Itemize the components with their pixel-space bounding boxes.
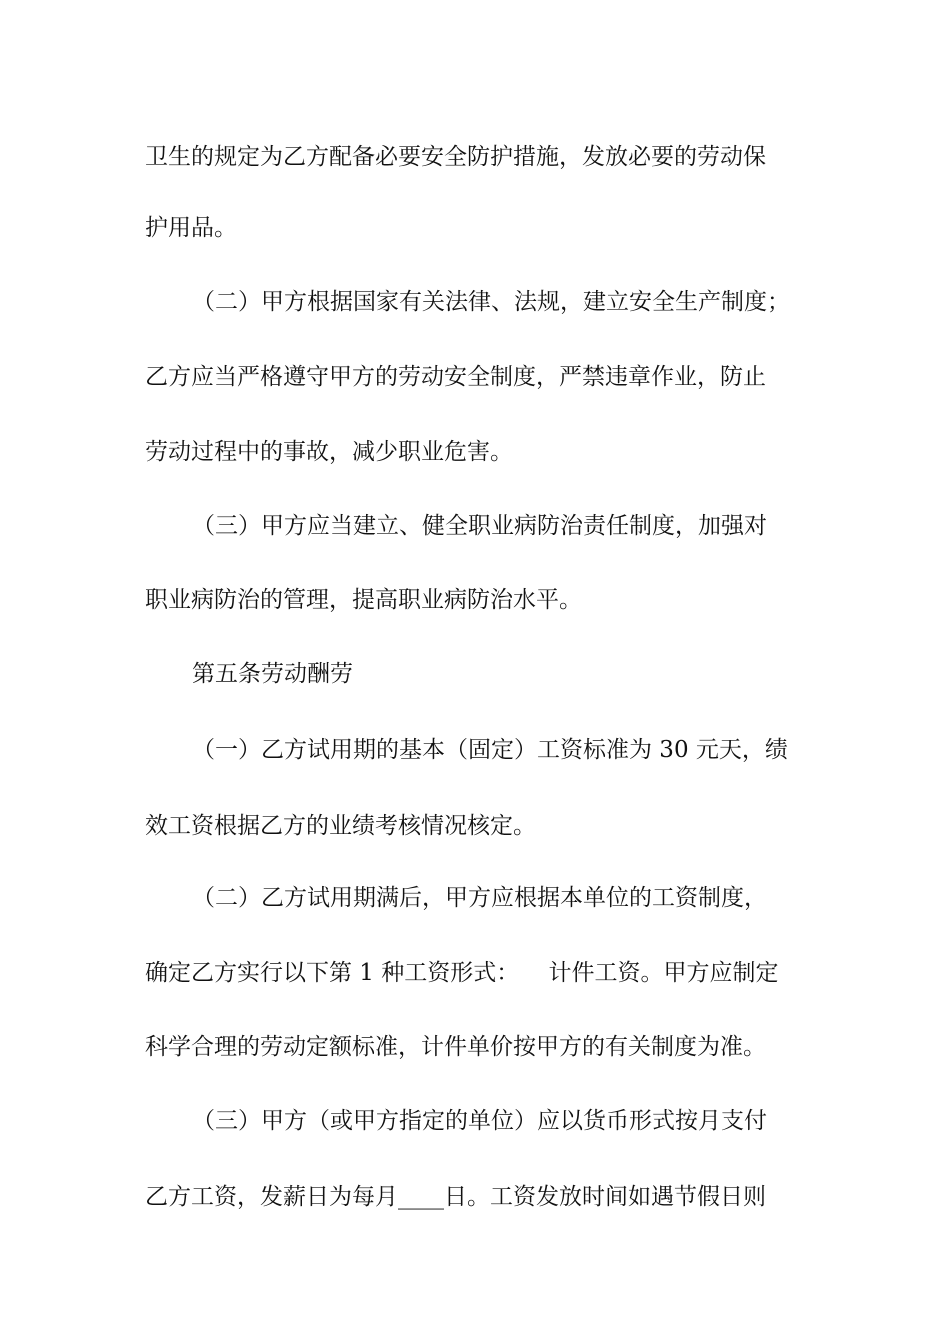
text-line-15: 乙方工资，发薪日为每月____日。工资发放时间如遇节假日则 <box>145 1184 766 1210</box>
text-line-13: 科学合理的劳动定额标准，计件单价按甲方的有关制度为准。 <box>145 1034 766 1060</box>
text-line-4: 乙方应当严格遵守甲方的劳动安全制度，严禁违章作业，防止 <box>145 364 766 390</box>
clause-3-start: （三）甲方（或甲方指定的单位）应以货币形式按月支付 <box>192 1108 767 1134</box>
text-line-12: 确定乙方实行以下第 1 种工资形式： 计件工资。甲方应制定 <box>145 960 779 986</box>
paragraph-3-start: （三）甲方应当建立、健全职业病防治责任制度，加强对 <box>192 513 767 539</box>
text-line-2: 护用品。 <box>145 215 237 241</box>
text-line-1: 卫生的规定为乙方配备必要安全防护措施，发放必要的劳动保 <box>145 144 766 170</box>
text-line-10: 效工资根据乙方的业绩考核情况核定。 <box>145 813 536 839</box>
text-line-7: 职业病防治的管理，提高职业病防治水平。 <box>145 587 582 613</box>
paragraph-2-start: （二）甲方根据国家有关法律、法规，建立安全生产制度； <box>192 289 790 315</box>
clause-1-start: （一）乙方试用期的基本（固定）工资标准为 30 元天，绩 <box>192 737 788 763</box>
clause-2-start: （二）乙方试用期满后，甲方应根据本单位的工资制度， <box>192 885 767 911</box>
section-heading: 第五条劳动酬劳 <box>192 661 353 687</box>
text-line-5: 劳动过程中的事故，减少职业危害。 <box>145 439 513 465</box>
